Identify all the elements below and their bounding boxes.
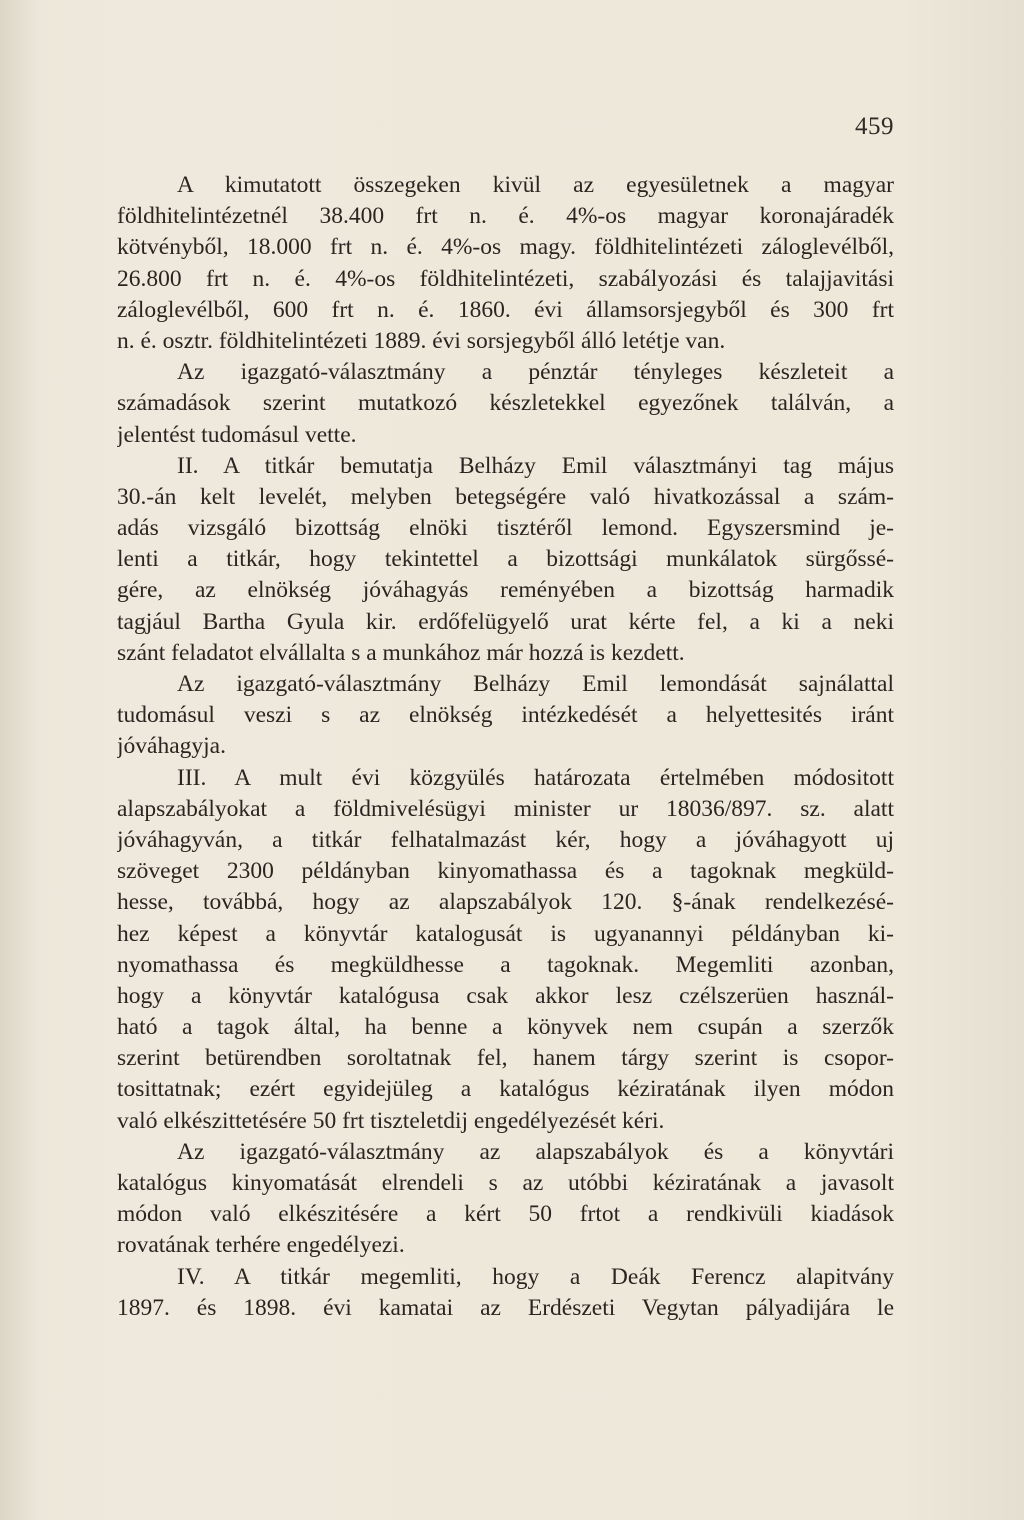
text-line: szöveget 2300 példányban kinyomathassa és a tagoknak megküld- bbox=[117, 858, 894, 885]
text-line: Az igazgató-választmány a pénztár tényleges készleteit a bbox=[177, 359, 894, 386]
text-line: tudomásul veszi s az elnökség intézkedését a helyettesités iránt bbox=[117, 702, 894, 729]
text-line: Az igazgató-választmány Belházy Emil lemondását sajnálattal bbox=[177, 671, 894, 697]
text-line: Az igazgató-választmány az alapszabályok és a könyvtári bbox=[177, 1138, 894, 1165]
text-line: tosittatnak; ezért egyidejüleg a katalógus kéziratának ilyen módon bbox=[117, 1076, 894, 1103]
text-line: kötvényből, 18.000 frt n. é. 4%-os magy. földhitelintézeti záloglevélből, bbox=[117, 234, 894, 261]
text-line: III. A mult évi közgyülés határozata értelmében módositott bbox=[177, 764, 894, 791]
text-line: II. A titkár bemutatja Belházy Emil választmányi tag május bbox=[177, 452, 894, 479]
text-line: n. é. osztr. földhitelintézeti 1889. évi sorsjegyből álló letétje van. bbox=[117, 327, 726, 354]
text-line: szerint betürendben soroltatnak fel, hanem tárgy szerint is csopor- bbox=[117, 1045, 894, 1072]
text-line: 26.800 frt n. é. 4%-os földhitelintézeti, szabályozási és talajjavitási bbox=[117, 265, 894, 292]
text-line: hesse, továbbá, hogy az alapszabályok 120. §-ának rendelkezésé- bbox=[117, 889, 894, 916]
text-line: tagjául Bartha Gyula kir. erdőfelügyelő urat kérte fel, a ki a neki bbox=[117, 608, 894, 635]
text-line: módon való elkészitésére a kért 50 frtot a rendkivüli kiadások bbox=[117, 1201, 894, 1228]
text-line: adás vizsgáló bizottság elnöki tisztéről lemond. Egyszersmind je- bbox=[117, 515, 894, 542]
body-text bbox=[117, 170, 894, 1324]
text-line: jelentést tudomásul vette. bbox=[117, 421, 357, 448]
text-line: záloglevélből, 600 frt n. é. 1860. évi államsorsjegyből és 300 frt bbox=[117, 296, 894, 323]
text-line: rovatának terhére engedélyezi. bbox=[117, 1232, 405, 1259]
text-line: jóváhagyja. bbox=[117, 733, 226, 760]
text-line: 1897. és 1898. évi kamatai az Erdészeti Vegytan pályadijára le bbox=[117, 1294, 894, 1321]
text-line: ható a tagok által, ha benne a könyvek nem csupán a szerzők bbox=[117, 1014, 894, 1041]
text-line: A kimutatott összegeken kivül az egyesületnek a magyar bbox=[177, 172, 894, 198]
text-line: földhitelintézetnél 38.400 frt n. é. 4%-os magyar koronajáradék bbox=[117, 203, 894, 230]
text-line: 30.-án kelt levelét, melyben betegségére való hivatkozással a szám- bbox=[117, 483, 894, 510]
page-number: 459 bbox=[855, 113, 894, 140]
text-line: való elkészittetésére 50 frt tiszteletdij engedélyezését kéri. bbox=[117, 1107, 665, 1134]
text-line: katalógus kinyomatását elrendeli s az utóbbi kéziratának a javasolt bbox=[117, 1170, 894, 1196]
text-line: számadások szerint mutatkozó készletekkel egyezőnek találván, a bbox=[117, 390, 894, 417]
text-line: gére, az elnökség jóváhagyás reményében a bizottság harmadik bbox=[117, 577, 894, 604]
text-line: IV. A titkár megemliti, hogy a Deák Ferencz alapitvány bbox=[177, 1263, 894, 1290]
text-line: hez képest a könyvtár katalogusát is ugyanannyi példányban ki- bbox=[117, 920, 894, 947]
text-line: hogy a könyvtár katalógusa csak akkor lesz czélszerüen használ- bbox=[117, 982, 894, 1009]
text-line: jóváhagyván, a titkár felhatalmazást kér, hogy a jóváhagyott uj bbox=[117, 826, 894, 853]
text-line: alapszabályokat a földmivelésügyi minister ur 18036/897. sz. alatt bbox=[117, 795, 894, 822]
text-line: lenti a titkár, hogy tekintettel a bizottsági munkálatok sürgőssé- bbox=[117, 546, 894, 573]
text-line: szánt feladatot elvállalta s a munkához már hozzá is kezdett. bbox=[117, 639, 685, 666]
text-line: nyomathassa és megküldhesse a tagoknak. Megemliti azonban, bbox=[117, 951, 894, 978]
